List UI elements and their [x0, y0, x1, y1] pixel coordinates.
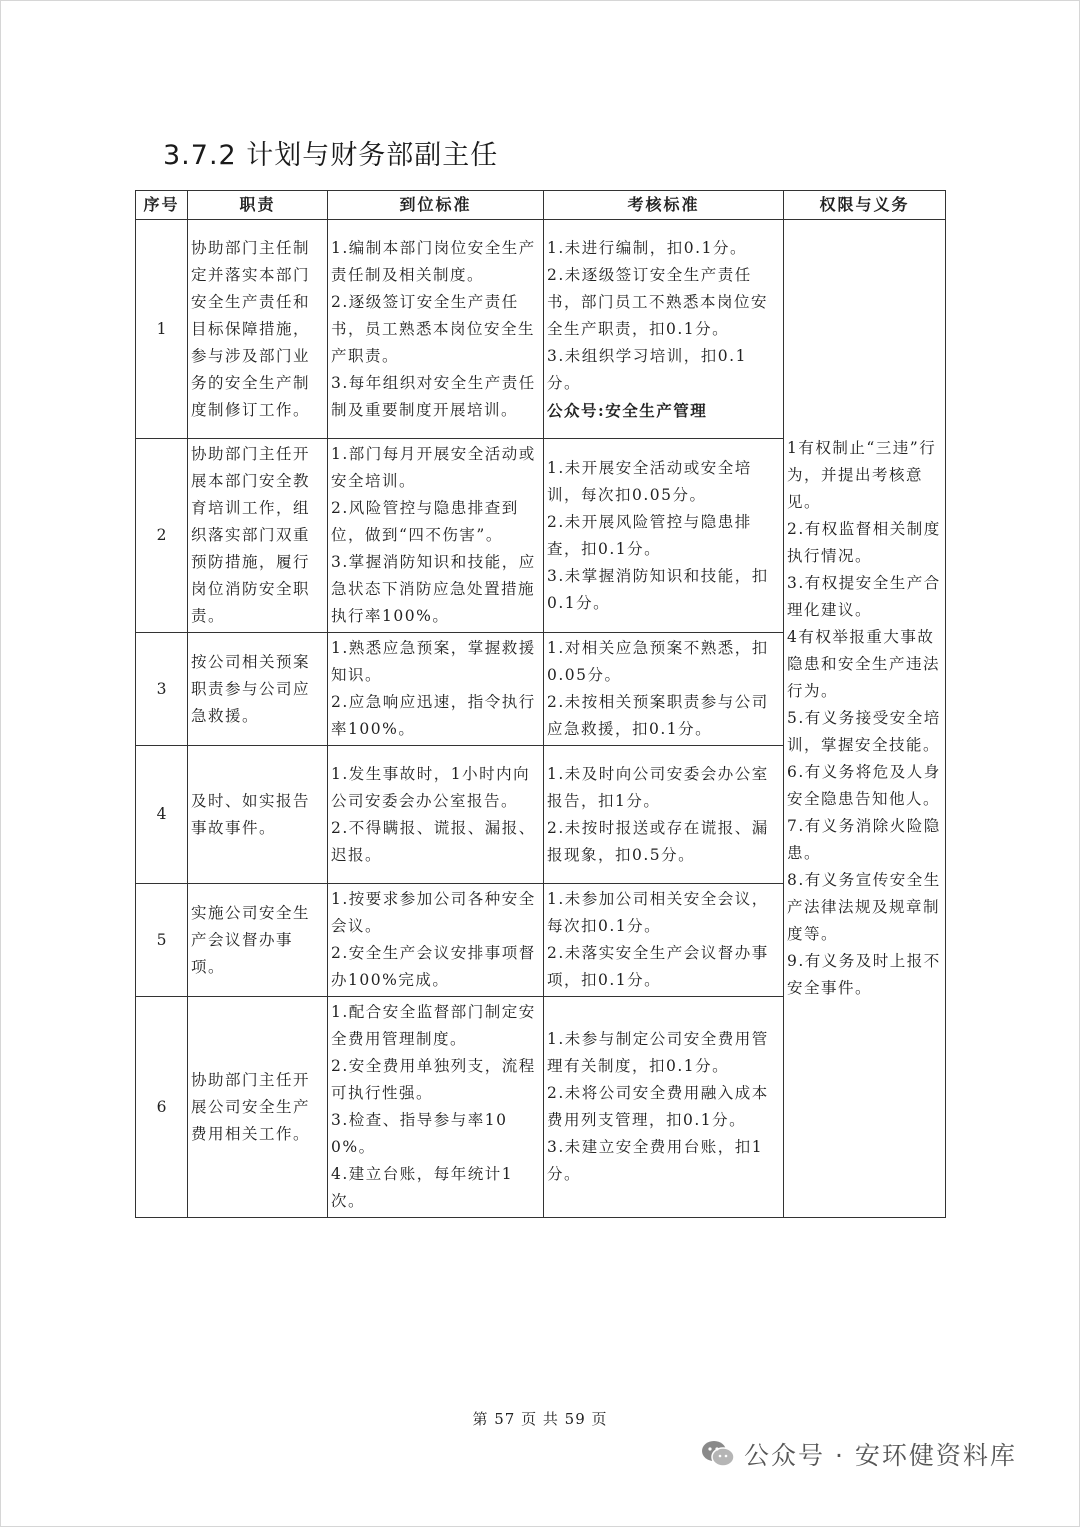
assessment-item: 1.未进行编制，扣0.1分。 — [547, 238, 747, 257]
footer-mid: 页 共 — [521, 1410, 559, 1428]
standard-cell — [328, 746, 544, 884]
assessment-cell — [544, 439, 784, 633]
header-duty: 职责 — [188, 191, 328, 220]
standard-item: 4.建立台账，每年统计1次。 — [331, 1165, 514, 1210]
row-number: 3 — [136, 633, 188, 746]
section-title: 3.7.2 计划与财务部副主任 — [163, 140, 499, 171]
standard-cell — [328, 220, 544, 439]
standard-item: 3.每年组织对安全生产责任制及重要制度开展培训。 — [331, 373, 536, 419]
responsibility-table — [135, 190, 946, 1218]
duty-cell: 协助部门主任开展本部门安全教育培训工作，组织落实部门双重预防措施，履行岗位消防安全职责。 — [188, 439, 328, 633]
footer-suffix: 页 — [591, 1410, 608, 1428]
standard-item: 1.部门每月开展安全活动或安全培训。 — [331, 445, 536, 490]
assessment-item: 2.未逐级签订安全生产责任书，部门员工不熟悉本岗位安全生产职责，扣0.1分。 — [547, 265, 769, 338]
assessment-cell — [544, 746, 784, 884]
header-standard: 到位标准 — [328, 191, 544, 220]
row-number: 4 — [136, 746, 188, 884]
row-number: 2 — [136, 439, 188, 633]
rights-item: 9.有义务及时上报不安全事件。 — [787, 952, 941, 997]
header-rights: 权限与义务 — [784, 191, 946, 220]
row-number: 5 — [136, 884, 188, 997]
assessment-item: 1.对相关应急预案不熟悉，扣0.05分。 — [547, 639, 769, 684]
header-assessment: 考核标准 — [544, 191, 784, 220]
assessment-note: 公众号:安全生产管理 — [547, 400, 708, 420]
watermark-text: 公众号 · 安环健资料库 — [744, 1441, 1017, 1470]
assessment-cell — [544, 633, 784, 746]
standard-cell — [328, 884, 544, 997]
rights-item: 7.有义务消除火险隐患。 — [787, 817, 941, 862]
assessment-cell — [544, 220, 784, 439]
rights-item: 3.有权提安全生产合理化建议。 — [787, 574, 941, 619]
standard-item: 3.掌握消防知识和技能，应急状态下消防应急处置措施执行率100%。 — [331, 553, 536, 625]
assessment-item: 1.未参加公司相关安全会议，每次扣0.1分。 — [547, 890, 769, 935]
standard-item: 1.配合安全监督部门制定安全费用管理制度。 — [331, 1003, 536, 1048]
standard-item: 2.应急响应迅速，指令执行率100%。 — [331, 693, 536, 738]
rights-item: 1有权制止“三违”行为，并提出考核意见。 — [787, 439, 937, 511]
assessment-item: 3.未建立安全费用台账，扣1分。 — [547, 1138, 764, 1183]
duty-cell: 按公司相关预案职责参与公司应急救援。 — [188, 633, 328, 746]
assessment-item: 2.未将公司安全费用融入成本费用列支管理，扣0.1分。 — [547, 1084, 769, 1129]
rights-item: 4有权举报重大事故隐患和安全生产违法行为。 — [787, 628, 941, 700]
assessment-item: 1.未开展安全活动或安全培训，每次扣0.05分。 — [547, 458, 752, 504]
duty-cell: 及时、如实报告事故事件。 — [188, 746, 328, 884]
rights-cell — [784, 220, 946, 1218]
standard-item: 2.逐级签订安全生产责任书，员工熟悉本岗位安全生产职责。 — [331, 292, 536, 365]
assessment-item: 2.未按相关预案职责参与公司应急救援，扣0.1分。 — [547, 693, 769, 738]
assessment-item: 2.未落实安全生产会议督办事项，扣0.1分。 — [547, 944, 769, 989]
standard-item: 3.检查、指导参与率100%。 — [331, 1111, 508, 1156]
total-page-number: 59 — [564, 1410, 586, 1428]
standard-item: 1.按要求参加公司各种安全会议。 — [331, 890, 536, 935]
duty-cell: 协助部门主任开展公司安全生产费用相关工作。 — [188, 997, 328, 1218]
table-row — [136, 220, 946, 439]
standard-item: 1.发生事故时，1小时内向公司安委会办公室报告。 — [331, 764, 531, 810]
header-no: 序号 — [136, 191, 188, 220]
standard-item: 2.安全生产会议安排事项督办100%完成。 — [331, 944, 536, 989]
duty-cell: 实施公司安全生产会议督办事项。 — [188, 884, 328, 997]
current-page-number: 57 — [494, 1410, 516, 1428]
rights-item: 6.有义务将危及人身安全隐患告知他人。 — [787, 763, 941, 808]
standard-cell — [328, 633, 544, 746]
wechat-icon — [700, 1439, 736, 1469]
row-number: 6 — [136, 997, 188, 1218]
standard-item: 2.不得瞒报、谎报、漏报、迟报。 — [331, 818, 536, 864]
assessment-cell — [544, 997, 784, 1218]
rights-item: 8.有义务宣传安全生产法律法规及规章制度等。 — [787, 871, 941, 943]
standard-cell — [328, 997, 544, 1218]
assessment-item: 1.未参与制定公司安全费用管理有关制度，扣0.1分。 — [547, 1030, 769, 1075]
table-header-row — [136, 191, 946, 220]
standard-item: 2.风险管控与隐患排查到位，做到“四不伤害”。 — [331, 499, 519, 544]
assessment-cell — [544, 884, 784, 997]
standard-item: 2.安全费用单独列支，流程可执行性强。 — [331, 1057, 536, 1102]
standard-item: 1.编制本部门岗位安全生产责任制及相关制度。 — [331, 238, 536, 284]
page-footer — [0, 1408, 1080, 1429]
footer-prefix: 第 — [472, 1410, 489, 1428]
assessment-item: 1.未及时向公司安委会办公室报告，扣1分。 — [547, 764, 769, 810]
rights-item: 5.有义务接受安全培训，掌握安全技能。 — [787, 709, 941, 754]
assessment-item: 3.未组织学习培训，扣0.1分。 — [547, 346, 747, 392]
duty-cell: 协助部门主任制定并落实本部门安全生产责任和目标保障措施，参与涉及部门业务的安全生产制度制修订工作。 — [188, 220, 328, 439]
standard-item: 1.熟悉应急预案，掌握救援知识。 — [331, 639, 536, 684]
row-number: 1 — [136, 220, 188, 439]
watermark — [700, 1436, 1017, 1472]
assessment-item: 2.未开展风险管控与隐患排查，扣0.1分。 — [547, 512, 752, 558]
assessment-item: 2.未按时报送或存在谎报、漏报现象，扣0.5分。 — [547, 818, 769, 864]
standard-cell — [328, 439, 544, 633]
rights-item: 2.有权监督相关制度执行情况。 — [787, 520, 941, 565]
assessment-item: 3.未掌握消防知识和技能，扣0.1分。 — [547, 566, 769, 612]
